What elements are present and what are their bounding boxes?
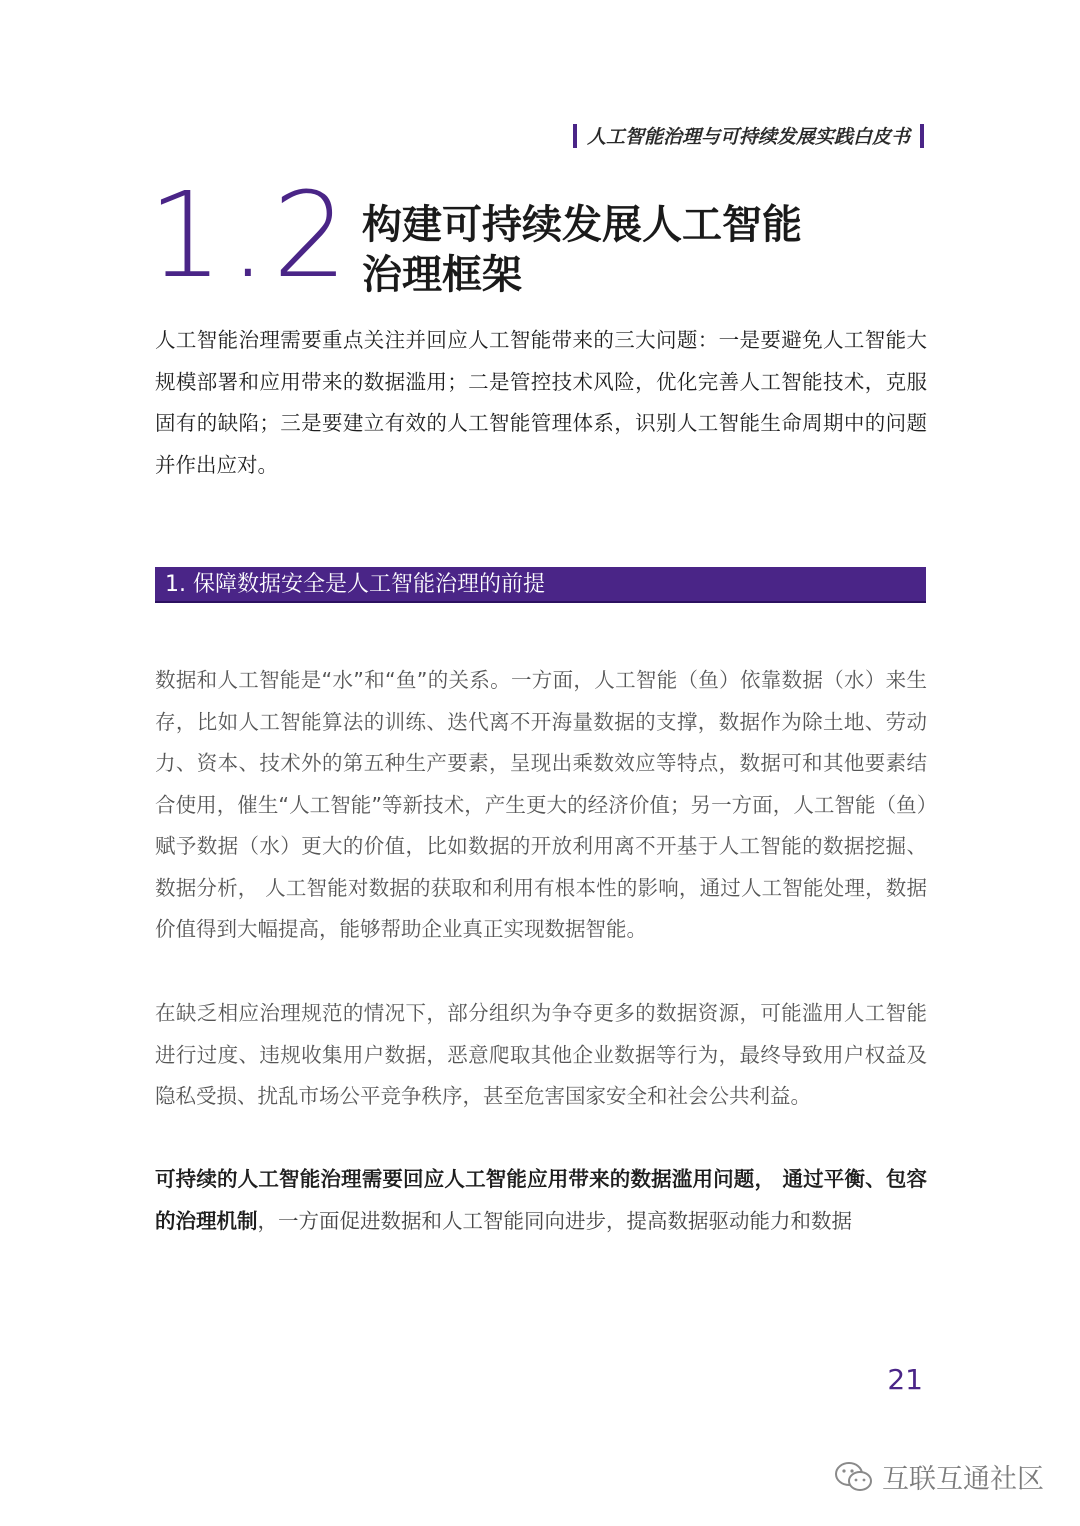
paragraph-1: 数据和人工智能是“水”和“鱼”的关系。一方面，人工智能（鱼）依靠数据（水）来生存，比如人工智能算法的训练、迭代离不开海量数据的支撑，数据作为除土地、劳动力、资本、技术外的第五种生产要素，呈现出乘数效应等特点，数据可和其他要素结合使用，催生“人工智能”等新技术，产生更大的经济价值；另一方面，人工智能（鱼）赋予数据（水）更大的价值，比如数据的开放利用离不开基于人工智能的数据挖掘、 数据分析， 人工智能对数据的获取和利用有根本性的影响，通过人工智能处理，数据价值得到大幅提高，能够帮助企业真正实现数据智能。: [155, 668, 927, 941]
paragraph-3-bold: 可持续的人工智能治理需要回应人工智能应用带来的数据滥用问题， 通过平衡、包容的治理机制: [155, 1167, 927, 1233]
running-title: 人工智能治理与可持续发展实践白皮书: [586, 126, 910, 148]
section-title-line2: 治理框架: [362, 252, 522, 298]
wechat-icon: [834, 1460, 874, 1494]
section-title: [362, 200, 832, 300]
watermark-text: 互联互通社区: [882, 1464, 1044, 1495]
running-header: [573, 122, 924, 149]
section-title-line1: 构建可持续发展人工智能: [362, 202, 802, 248]
paragraph-3-rest: ，一方面促进数据和人工智能同向进步，提高数据驱动能力和数据: [257, 1208, 852, 1233]
header-right-bar: [920, 124, 924, 148]
watermark: [834, 1457, 1044, 1496]
subsection-heading: 1. 保障数据安全是人工智能治理的前提: [155, 567, 926, 603]
header-left-bar: [573, 124, 577, 148]
paragraph-3: [155, 1159, 927, 1242]
intro-paragraph: 人工智能治理需要重点关注并回应人工智能带来的三大问题：一是要避免人工智能大规模部署和应用带来的数据滥用；二是管控技术风险，优化完善人工智能技术，克服固有的缺陷；三是要建立有效的人工智能管理体系，识别人工智能生命周期中的问题并作出应对。: [155, 328, 927, 477]
page-number: 21: [887, 1363, 923, 1396]
paragraph-2: 在缺乏相应治理规范的情况下，部分组织为争夺更多的数据资源，可能滥用人工智能进行过度、违规收集用户数据，恶意爬取其他企业数据等行为，最终导致用户权益及隐私受损、扰乱市场公平竞争秩序，甚至危害国家安全和社会公共利益。: [155, 1001, 927, 1108]
section-number: 1.2: [148, 166, 354, 304]
